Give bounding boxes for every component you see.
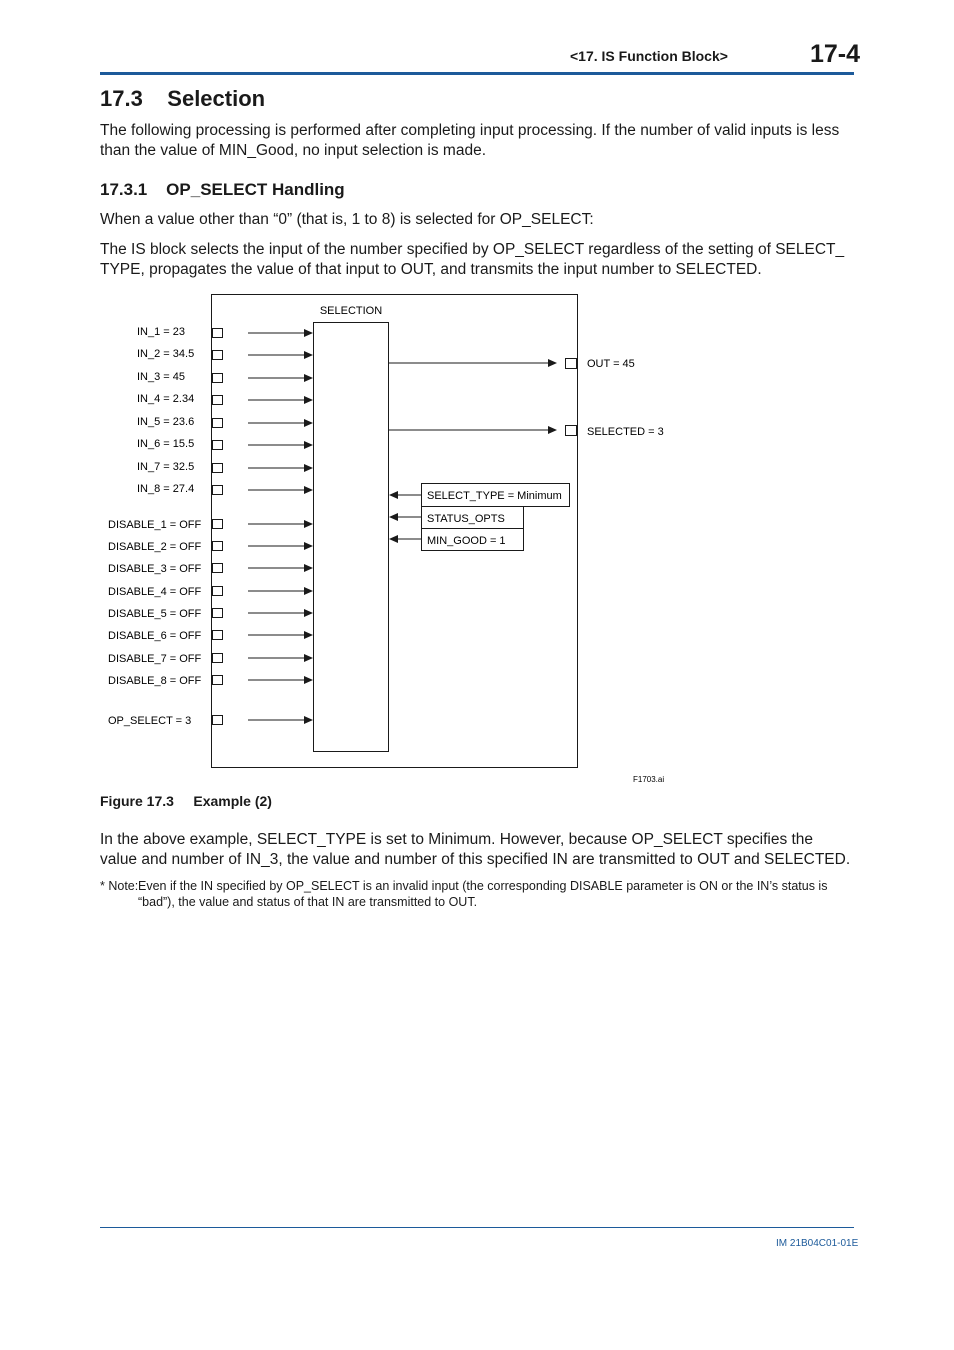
footer-doc-id: IM 21B04C01-01E <box>776 1238 859 1249</box>
disable-port-5 <box>213 609 223 618</box>
disable-terminal <box>108 563 312 575</box>
in-port-4 <box>213 396 223 405</box>
disable-terminal <box>108 608 312 620</box>
param-select-type <box>390 484 570 507</box>
param-status-opts-label: STATUS_OPTS <box>427 513 505 525</box>
op-select-port <box>213 716 223 725</box>
in-port-2 <box>213 351 223 360</box>
page-number: 17-4 <box>810 40 861 68</box>
section-number: 17.3 <box>100 86 143 111</box>
in-terminal <box>137 326 312 338</box>
in-terminal <box>137 483 312 495</box>
after-figure-paragraph: In the above example, SELECT_TYPE is set to Minimum. However, because OP_SELECT specifies the value and number of IN_3, the value and number of this specified IN are transmitted to OUT and SELECTED. <box>100 831 851 868</box>
disable-port-8 <box>213 676 223 685</box>
disable-terminal <box>108 675 312 687</box>
disable-label-1: DISABLE_1 = OFF <box>108 519 202 531</box>
note-text: Even if the IN specified by OP_SELECT is an invalid input (the corresponding DISABLE parameter is ON or the IN’s status is “bad”), the value and status of that IN are transmitted to OUT. <box>138 879 828 909</box>
disable-label-3: DISABLE_3 = OFF <box>108 563 202 575</box>
disable-port-7 <box>213 654 223 663</box>
disable-terminal <box>108 630 312 642</box>
note-prefix: * Note: <box>100 879 139 893</box>
in-label-5: IN_5 = 23.6 <box>137 416 195 428</box>
disable-port-2 <box>213 542 223 551</box>
selected-port <box>566 426 577 436</box>
subsection-para-1: When a value other than “0” (that is, 1 to 8) is selected for OP_SELECT: <box>100 211 594 228</box>
op-select-label: OP_SELECT = 3 <box>108 715 192 727</box>
in-label-6: IN_6 = 15.5 <box>137 438 195 450</box>
in-terminal <box>137 461 312 473</box>
in-port-3 <box>213 374 223 383</box>
selection-block <box>314 323 389 752</box>
param-min-good <box>390 529 524 551</box>
in-label-3: IN_3 = 45 <box>137 371 186 383</box>
section-intro: The following processing is performed after completing input processing. If the number of valid inputs is less than the value of MIN_Good, no input selection is made. <box>100 122 840 159</box>
disable-label-2: DISABLE_2 = OFF <box>108 541 202 553</box>
disable-label-8: DISABLE_8 = OFF <box>108 675 202 687</box>
section-title: Selection <box>167 86 266 111</box>
op-select-terminal <box>108 715 312 727</box>
subsection-title: OP_SELECT Handling <box>166 180 345 199</box>
in-port-1 <box>213 329 223 338</box>
out-terminal <box>389 358 635 370</box>
disable-terminal <box>108 653 312 665</box>
in-terminal <box>137 416 312 428</box>
disable-terminal <box>108 519 312 531</box>
disable-label-4: DISABLE_4 = OFF <box>108 586 202 598</box>
in-label-4: IN_4 = 2.34 <box>137 393 195 405</box>
in-port-7 <box>213 464 223 473</box>
subsection-number: 17.3.1 <box>100 180 148 199</box>
out-port <box>566 359 577 369</box>
in-port-8 <box>213 486 223 495</box>
in-port-5 <box>213 419 223 428</box>
param-min-good-label: MIN_GOOD = 1 <box>427 535 506 547</box>
disable-port-4 <box>213 587 223 596</box>
selected-label: SELECTED = 3 <box>587 426 664 438</box>
running-header-chapter: <17. IS Function Block> <box>570 48 728 64</box>
disable-terminal <box>108 586 312 598</box>
param-select-type-label: SELECT_TYPE = Minimum <box>427 490 562 502</box>
in-terminal <box>137 438 312 450</box>
footnote <box>100 878 854 910</box>
out-label: OUT = 45 <box>587 358 635 370</box>
in-terminal <box>137 393 312 405</box>
disable-label-7: DISABLE_7 = OFF <box>108 653 202 665</box>
param-status-opts <box>390 507 524 529</box>
disable-port-1 <box>213 520 223 529</box>
in-port-6 <box>213 441 223 450</box>
in-label-8: IN_8 = 27.4 <box>137 483 195 495</box>
disable-terminal <box>108 541 312 553</box>
in-label-7: IN_7 = 32.5 <box>137 461 195 473</box>
footer-rule <box>100 1227 854 1228</box>
selection-block-label: SELECTION <box>319 305 383 317</box>
in-terminal <box>137 348 312 360</box>
figure-caption: Figure 17.3 Example (2) <box>100 793 272 809</box>
figure-file-id: F1703.ai <box>633 775 665 784</box>
subsection-para-2: The IS block selects the input of the number specified by OP_SELECT regardless of the setting of SELECT_ TYPE, propagates the value of that input to OUT, and transmits the input number to SELECTED. <box>100 241 845 278</box>
in-label-1: IN_1 = 23 <box>137 326 186 338</box>
in-terminal <box>137 371 312 383</box>
disable-port-3 <box>213 564 223 573</box>
disable-label-5: DISABLE_5 = OFF <box>108 608 202 620</box>
in-label-2: IN_2 = 34.5 <box>137 348 195 360</box>
selected-terminal <box>389 426 664 439</box>
disable-port-6 <box>213 631 223 640</box>
disable-label-6: DISABLE_6 = OFF <box>108 630 202 642</box>
